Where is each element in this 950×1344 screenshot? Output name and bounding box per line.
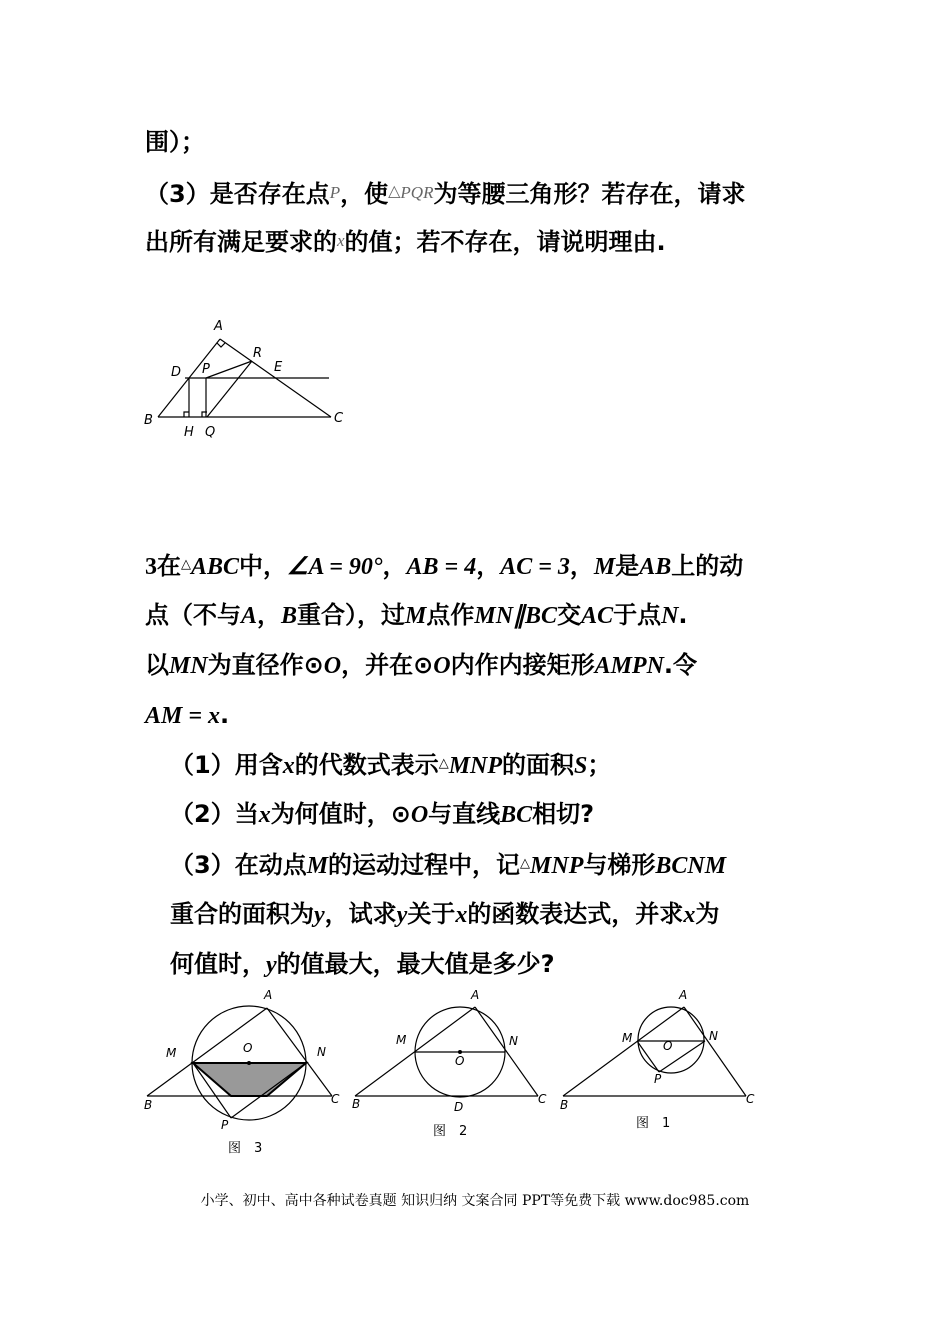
fig3-label-C: C bbox=[331, 1092, 340, 1106]
fig3-label-N: N bbox=[317, 1045, 326, 1059]
fig1-label-O: O bbox=[663, 1039, 673, 1053]
figures-1-2-3 bbox=[0, 980, 950, 1170]
figure-3 bbox=[144, 988, 340, 1156]
figure-1 bbox=[560, 988, 755, 1131]
fig2-caption: 图 2 bbox=[433, 1124, 468, 1139]
sub-question-2: （2）当x为何值时，⊙O与直线BC相切? bbox=[170, 800, 595, 828]
triangle-symbol: △ bbox=[181, 557, 191, 572]
fig3-label-B: B bbox=[144, 1098, 153, 1112]
fig2-label-O: O bbox=[455, 1054, 465, 1068]
label-Q: Q bbox=[205, 425, 216, 440]
figure-triangle-pqr bbox=[135, 312, 345, 442]
fig3-caption: 图 3 bbox=[228, 1141, 263, 1156]
triangle-symbol: △ bbox=[520, 856, 531, 871]
fig1-label-P: P bbox=[654, 1072, 662, 1086]
fig2-label-M: M bbox=[396, 1033, 407, 1047]
fig1-label-B: B bbox=[560, 1098, 569, 1112]
fig3-label-O: O bbox=[243, 1041, 253, 1055]
label-E: E bbox=[274, 360, 283, 375]
sub-question-3-line-2: 重合的面积为y，试求y关于x的函数表达式，并求x为 bbox=[170, 900, 720, 928]
fig3-label-M: M bbox=[166, 1046, 177, 1060]
label-P: P bbox=[202, 362, 210, 377]
fig1-label-C: C bbox=[746, 1092, 755, 1106]
prev-question-3-line-2: 出所有满足要求的x的值；若不存在，请说明理由. bbox=[145, 228, 666, 256]
label-C: C bbox=[334, 411, 344, 426]
sub-question-3-line-3: 何值时，y的值最大，最大值是多少? bbox=[170, 950, 555, 978]
label-D: D bbox=[171, 365, 182, 380]
label-H: H bbox=[184, 425, 194, 440]
fig2-label-C: C bbox=[538, 1092, 547, 1106]
problem-3-line-1: 3在△ABC中，∠A = 90°，AB = 4，AC = 3，M是AB上的动 bbox=[145, 552, 744, 580]
problem-3-line-2: 点（不与A，B重合），过M点作MN∥BC交AC于点N. bbox=[145, 601, 688, 629]
fig3-label-A: A bbox=[264, 988, 273, 1002]
fig1-caption: 图 1 bbox=[636, 1116, 671, 1131]
fig3-label-P: P bbox=[221, 1118, 229, 1132]
label-R: R bbox=[253, 346, 263, 361]
triangle-symbol: △ bbox=[438, 756, 449, 771]
triangle-symbol: △ bbox=[388, 181, 401, 200]
fig2-label-D: D bbox=[454, 1100, 464, 1114]
page-footer: 小学、初中、高中各种试卷真题 知识归纳 文案合同 PPT等免费下载 www.doc985.com bbox=[200, 1193, 750, 1209]
label-A: A bbox=[214, 319, 223, 334]
fig1-label-A: A bbox=[679, 988, 688, 1002]
label-B: B bbox=[144, 413, 153, 428]
figure-2 bbox=[352, 988, 547, 1139]
sub-question-3-line-1: （3）在动点M的运动过程中，记△MNP与梯形BCNM bbox=[170, 851, 727, 879]
fig2-label-B: B bbox=[352, 1097, 361, 1111]
fig2-label-A: A bbox=[471, 988, 480, 1002]
prev-line-1: 围）； bbox=[145, 128, 205, 156]
prev-question-3-line-1: （3）是否存在点P，使△PQR为等腰三角形？若存在，请求 bbox=[145, 180, 746, 208]
fig1-label-N: N bbox=[709, 1029, 718, 1043]
fig2-label-N: N bbox=[509, 1034, 518, 1048]
sub-question-1: （1）用含x的代数式表示△MNP的面积S； bbox=[170, 751, 612, 779]
problem-3-line-4: AM = x. bbox=[145, 701, 230, 729]
problem-3-line-3: 以MN为直径作⊙O，并在⊙O内作内接矩形AMPN.令 bbox=[145, 651, 698, 679]
fig1-label-M: M bbox=[622, 1031, 633, 1045]
